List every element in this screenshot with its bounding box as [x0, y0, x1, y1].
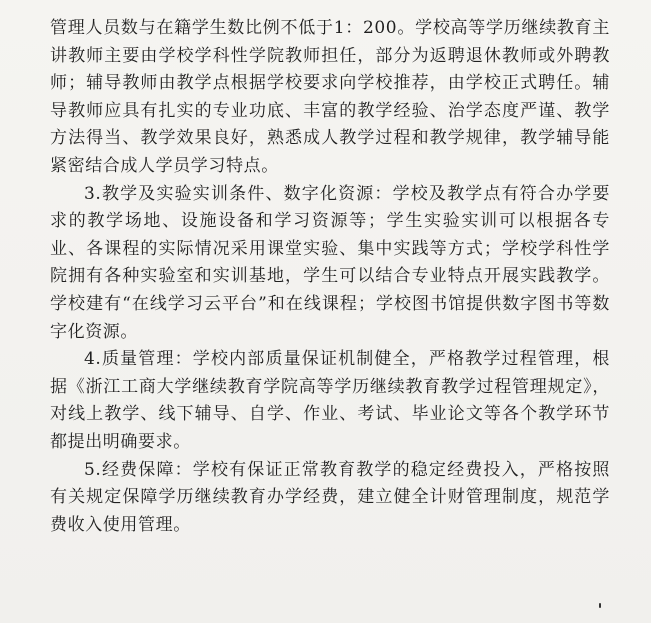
- scan-speck: [599, 603, 601, 608]
- paragraph-quality-management: 4.质量管理：学校内部质量保证机制健全，严格教学过程管理，根据《浙江工商大学继续教育学院高等学历继续教育教学过程管理规定》，对线上教学、线下辅导、自学、作业、考试、毕业论文等各个教学环节都提出明确要求。: [50, 349, 610, 452]
- document-body: [50, 15, 610, 539]
- paragraph-funding: 5.经费保障：学校有保证正常教育教学的稳定经费投入，严格按照有关规定保障学历继续教育办学经费，建立健全计财管理制度，规范学费收入使用管理。: [50, 459, 610, 535]
- paragraph-teaching-conditions: 3.教学及实验实训条件、数字化资源：学校及教学点有符合办学要求的教学场地、设施设备和学习资源等；学生实验实训可以根据各专业、各课程的实际情况采用课堂实验、集中实践等方式；学校学科性学院拥有各种实验室和实训基地，学生可以结合专业特点开展实践教学。学校建有“在线学习云平台”和在线课程；学校图书馆提供数字图书等数字化资源。: [50, 183, 610, 342]
- paragraph-staffing: 管理人员数与在籍学生数比例不低于1：200。学校高等学历继续教育主讲教师主要由学校学科性学院教师担任，部分为返聘退休教师或外聘教师；辅导教师由教学点根据学校要求向学校推荐，由学校正式聘任。辅导教师应具有扎实的专业功底、丰富的教学经验、治学态度严谨、教学方法得当、教学效果良好，熟悉成人教学过程和教学规律，教学辅导能紧密结合成人学员学习特点。: [50, 18, 610, 176]
